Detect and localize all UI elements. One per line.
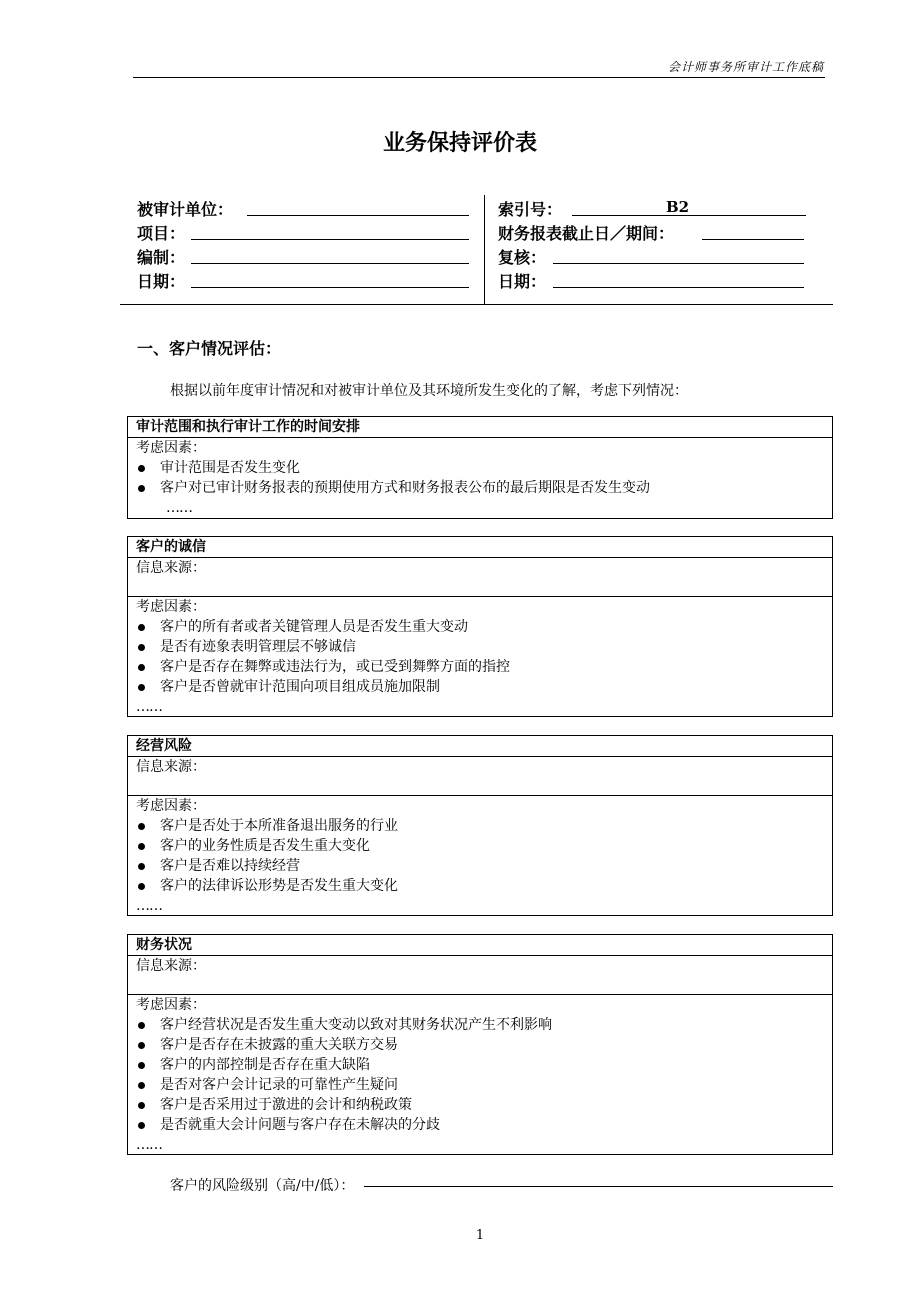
bullet-icon: [138, 485, 145, 492]
ellipsis: ……: [136, 898, 162, 914]
box-financial-title: 财务状况: [128, 935, 832, 956]
list-item: 是否对客户会计记录的可靠性产生疑问: [136, 1075, 832, 1095]
box-scope-title: 审计范围和执行审计工作的时间安排: [128, 417, 832, 438]
box-business-risk: [127, 735, 833, 916]
auditee-field[interactable]: [247, 215, 469, 216]
bullet-icon: [138, 843, 145, 850]
list-item: 客户的所有者或者关键管理人员是否发生重大变动: [136, 617, 832, 637]
list-item: 客户是否曾就审计范围向项目组成员施加限制: [136, 677, 832, 697]
list-item: 客户是否难以持续经营: [136, 856, 832, 876]
date-label-right: 日期：: [498, 272, 547, 291]
date-label-left: 日期：: [137, 272, 186, 291]
meta-bottom-rule: [120, 304, 833, 305]
meta-divider: [484, 195, 485, 305]
preparer-field[interactable]: [191, 263, 469, 264]
ellipsis: ……: [136, 699, 162, 715]
list-item: 客户的业务性质是否发生重大变化: [136, 836, 832, 856]
period-field[interactable]: [702, 239, 804, 240]
auditee-label: 被审计单位：: [137, 200, 234, 219]
list-item: 客户是否存在舞弊或违法行为，或已受到舞弊方面的指控: [136, 657, 832, 677]
bullet-icon: [138, 863, 145, 870]
reviewer-field[interactable]: [553, 263, 804, 264]
box-financial-status: [127, 934, 833, 1155]
list-item: 客户是否存在未披露的重大关联方交易: [136, 1035, 832, 1055]
project-label: 项目：: [137, 224, 186, 243]
preparer-label: 编制：: [137, 248, 186, 267]
list-item: 客户的法律诉讼形势是否发生重大变化: [136, 876, 832, 896]
factors-label: 考虑因素：: [136, 997, 206, 1013]
page-title: 业务保持评价表: [382, 131, 537, 156]
info-source: 信息来源：: [128, 558, 832, 597]
box-scope-body: [128, 438, 832, 518]
info-source: 信息来源：: [128, 757, 832, 796]
list-item: 客户是否处于本所准备退出服务的行业: [136, 816, 832, 836]
risk-level-label: 客户的风险级别（高/中/低）：: [170, 1178, 355, 1194]
bullet-icon: [138, 1082, 145, 1089]
document-header-label: 会计师事务所审计工作底稿: [667, 60, 824, 74]
info-source: 信息来源：: [128, 956, 832, 995]
bullet-icon: [138, 644, 145, 651]
box-integrity-body: [128, 597, 832, 717]
bullet-icon: [138, 1102, 145, 1109]
index-label: 索引号：: [498, 200, 563, 219]
box-scope: [127, 416, 833, 519]
factors-label: 考虑因素：: [136, 599, 206, 615]
list-item: 客户是否采用过于激进的会计和纳税政策: [136, 1095, 832, 1115]
box-financial-body: [128, 995, 832, 1155]
bullet-icon: [138, 465, 145, 472]
factors-label: 考虑因素：: [136, 440, 206, 456]
bullet-icon: [138, 624, 145, 631]
ellipsis: ……: [166, 500, 192, 516]
header-rule: [133, 77, 825, 78]
risk-level-field[interactable]: [364, 1186, 833, 1187]
project-field[interactable]: [191, 239, 469, 240]
box-business-title: 经营风险: [128, 736, 832, 757]
bullet-icon: [138, 883, 145, 890]
list-item: 客户对已审计财务报表的预期使用方式和财务报表公布的最后期限是否发生变动: [136, 478, 832, 498]
list-item: 客户的内部控制是否存在重大缺陷: [136, 1055, 832, 1075]
bullet-icon: [138, 664, 145, 671]
page-number: 1: [475, 1228, 485, 1243]
bullet-icon: [138, 684, 145, 691]
period-label: 财务报表截止日／期间：: [498, 224, 675, 243]
factors-label: 考虑因素：: [136, 798, 206, 814]
bullet-icon: [138, 1062, 145, 1069]
bullet-icon: [138, 823, 145, 830]
index-value: B2: [666, 198, 690, 216]
box-integrity: [127, 536, 833, 717]
date-field-left[interactable]: [191, 287, 469, 288]
list-item: 审计范围是否发生变化: [136, 458, 832, 478]
section-intro: 根据以前年度审计情况和对被审计单位及其环境所发生变化的了解，考虑下列情况：: [170, 383, 688, 399]
reviewer-label: 复核：: [498, 248, 547, 267]
list-item: 是否就重大会计问题与客户存在未解决的分歧: [136, 1115, 832, 1135]
list-item: 是否有迹象表明管理层不够诚信: [136, 637, 832, 657]
list-item: 客户经营状况是否发生重大变动以致对其财务状况产生不利影响: [136, 1015, 832, 1035]
bullet-icon: [138, 1042, 145, 1049]
bullet-icon: [138, 1122, 145, 1129]
box-business-body: [128, 796, 832, 916]
date-field-right[interactable]: [553, 287, 804, 288]
section-heading: 一、客户情况评估：: [137, 339, 282, 358]
ellipsis: ……: [136, 1137, 162, 1153]
box-integrity-title: 客户的诚信: [128, 537, 832, 558]
bullet-icon: [138, 1022, 145, 1029]
